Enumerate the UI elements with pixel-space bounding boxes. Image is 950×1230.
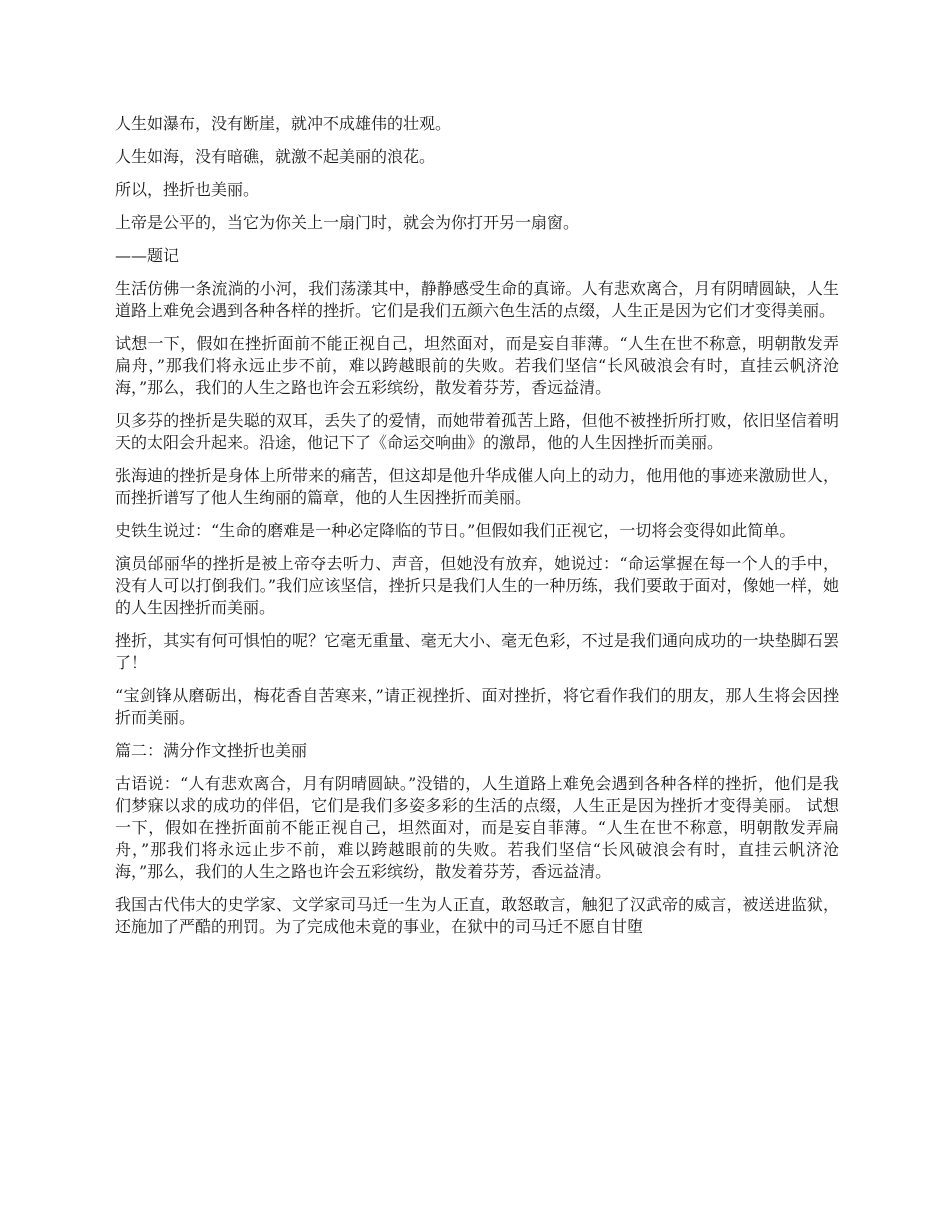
paragraph-15: 古语说：“人有悲欢离合，月有阴晴圆缺。”没错的，人生道路上难免会遇到各种各样的挫折，他们是我们梦寐以求的成功的伴侣，它们是我们多姿多彩的生活的点缀，人生正是因为挫折才变得美丽。 试想一下，假如在挫折面前不能正视自己，坦然面对，而是妄自菲薄。“人生在世不称意，明朝散发弄扁舟，”那我们将永远止步不前，难以跨越眼前的失败。若我们坚信“长风破浪会有时，直挂云帆济沧海，”那么，我们的人生之路也许会五彩缤纷，散发着芬芳，香远益清。 xyxy=(115,774,839,881)
paragraph-3: 所以，挫折也美丽。 xyxy=(115,180,260,199)
paragraph-11: 演员邰丽华的挫折是被上帝夺去听力、声音，但她没有放弃，她说过：“命运掌握在每一个人的手中，没有人可以打倒我们。”我们应该坚信，挫折只是我们人生的一种历练，我们要敢于面对，像她一样，她的人生因挫折而美丽。 xyxy=(115,554,839,617)
paragraph-16: 我国古代伟大的史学家、文学家司马迁一生为人正直，敢怒敢言，触犯了汉武帝的威言，被送进监狱，还施加了严酷的刑罚。为了完成他未竟的事业，在狱中的司马迁不愿自甘堕 xyxy=(115,895,839,936)
paragraph-2: 人生如海，没有暗礁，就激不起美丽的浪花。 xyxy=(115,147,436,166)
document-page xyxy=(115,113,839,949)
paragraph-8: 贝多芬的挫折是失聪的双耳，丢失了的爱情，而她带着孤苦上路，但他不被挫折所打败，依旧坚信着明天的太阳会升起来。沿途，他记下了《命运交响曲》的激昂，他的人生因挫折而美丽。 xyxy=(115,411,839,452)
paragraph-6: 生活仿佛一条流淌的小河，我们荡漾其中，静静感受生命的真谛。人有悲欢离合，月有阴晴圆缺，人生道路上难免会遇到各种各样的挫折。它们是我们五颜六色生活的点缀，人生正是因为它们才变得美丽。 xyxy=(115,279,839,320)
section-heading: 篇二：满分作文挫折也美丽 xyxy=(115,741,308,760)
paragraph-7: 试想一下，假如在挫折面前不能正视自己，坦然面对，而是妄自菲薄。“人生在世不称意，明朝散发弄扁舟，”那我们将永远止步不前，难以跨越眼前的失败。若我们坚信“长风破浪会有时，直挂云帆济沧海，”那么，我们的人生之路也许会五彩缤纷，散发着芬芳，香远益清。 xyxy=(115,334,839,397)
paragraph-10: 史铁生说过：“生命的磨难是一种必定降临的节日。”但假如我们正视它，一切将会变得如此简单。 xyxy=(115,521,796,540)
epigraph-attribution: ——题记 xyxy=(115,246,180,265)
paragraph-1: 人生如瀑布，没有断崖，就冲不成雄伟的壮观。 xyxy=(115,114,452,133)
paragraph-9: 张海迪的挫折是身体上所带来的痛苦，但这却是他升华成催人向上的动力，他用他的事迹来激励世人，而挫折谱写了他人生绚丽的篇章，他的人生因挫折而美丽。 xyxy=(115,466,839,507)
paragraph-4: 上帝是公平的，当它为你关上一扇门时，就会为你打开另一扇窗。 xyxy=(115,213,580,232)
paragraph-12: 挫折，其实有何可惧怕的呢？它毫无重量、毫无大小、毫无色彩，不过是我们通向成功的一块垫脚石罢了！ xyxy=(115,631,839,672)
paragraph-13: “宝剑锋从磨砺出，梅花香自苦寒来，”请正视挫折、面对挫折，将它看作我们的朋友，那人生将会因挫折而美丽。 xyxy=(115,686,839,727)
